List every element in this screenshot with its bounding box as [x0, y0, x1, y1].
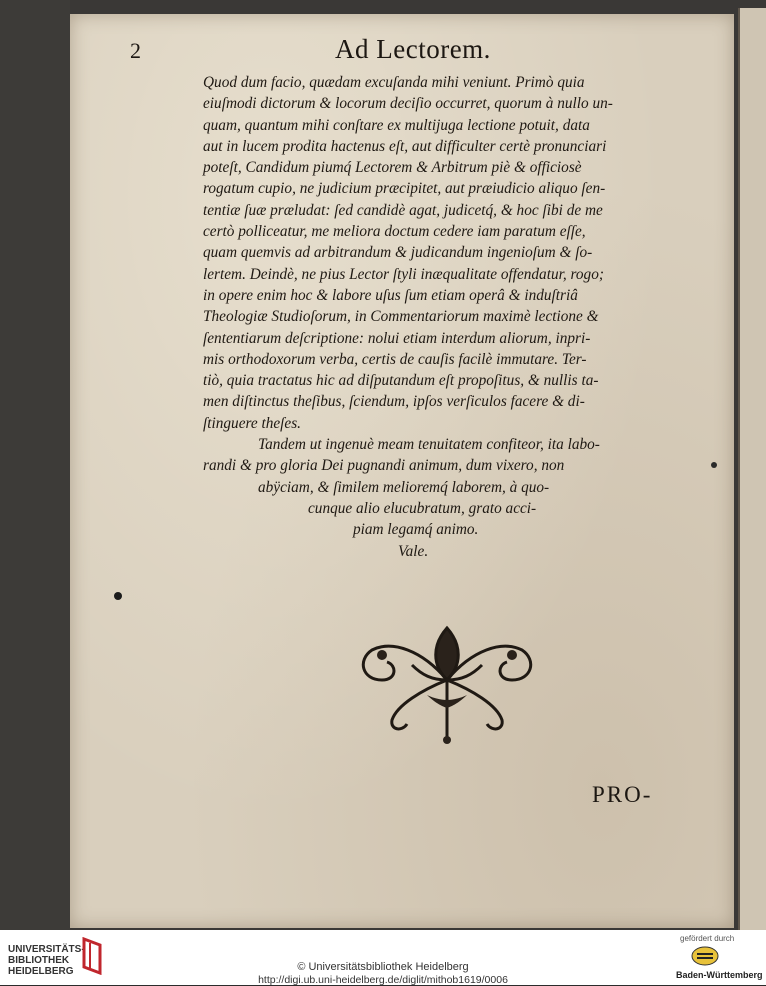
paper-spot — [711, 462, 717, 468]
closing-line: Tandem ut ingenuè meam tenuitatem confiteor, ita labo- — [258, 436, 600, 454]
next-page-edge — [738, 8, 766, 930]
closing-line: piam legamq́ animo. — [353, 521, 479, 539]
text-line: certò polliceatur, me meliora doctum cedere iam paratum eſſe, — [203, 223, 586, 241]
closing-line: cunque alio elucubratum, grato acci- — [308, 499, 537, 517]
book-gutter — [0, 0, 70, 930]
copyright-notice: © Universitätsbibliothek Heidelberg — [297, 961, 469, 973]
text-line: tentiæ ſuæ præludat: ſed candidè agat, judicetq́, & hoc ſibi de me — [203, 201, 603, 219]
text-line: tiò, quia tractatus hic ad diſputandum eſt propoſitus, & nullis ta- — [203, 372, 599, 390]
paper-spot — [114, 592, 122, 600]
page-number: 2 — [130, 38, 141, 63]
funder-name[interactable]: Baden-Württemberg — [676, 970, 763, 980]
library-name-line: BIBLIOTHEK — [8, 955, 70, 966]
closing-line: abÿciam, & ſimilem melioremq́ laborem, à quo- — [258, 478, 550, 496]
body-text — [203, 72, 683, 562]
library-name-line: UNIVERSITÄTS- — [8, 944, 85, 955]
text-line: mis orthodoxorum verba, certis de cauſis facilè immutare. Ter- — [203, 350, 587, 368]
text-line: aut in lucem prodita hactenus eſt, aut difficulter certè pronunciari — [203, 137, 607, 155]
text-line: eiuſmodi dictorum & locorum deciſio occurret, quorum à nullo un- — [203, 95, 613, 113]
closing-line: randi & pro gloria Dei pugnandi animum, dum vixero, non — [203, 457, 565, 475]
catchword: PRO- — [592, 782, 653, 807]
text-line: ſententiarum deſcriptione: nolui etiam interdum aliorum, inpri- — [203, 329, 591, 347]
text-line: Quod dum facio, quædam excuſanda mihi veniunt. Primò quia — [203, 74, 585, 91]
text-line: lertem. Deindè, ne pius Lector ſtyli inæqualitate offendatur, rogo; — [203, 265, 604, 283]
running-head: Ad Lectorem. — [335, 34, 491, 64]
permalink[interactable]: http://digi.ub.uni-heidelberg.de/diglit/mithob1619/0006 — [258, 974, 508, 986]
funded-by-label: gefördert durch — [680, 934, 735, 943]
text-line: rogatum cupio, ne judicium præcipitet, aut præiudicio aliquo ſen- — [203, 180, 606, 198]
text-line: Theologiæ Studioſorum, in Commentariorum maximè lectione & — [203, 308, 599, 326]
text-line: ſtinguere theſes. — [203, 414, 301, 432]
funder-crest-icon — [690, 945, 720, 967]
text-line: quam, quantum mihi conſtare ex multijuga lectione potuit, data — [203, 116, 590, 134]
text-line: in opere enim hoc & labore uſus ſum etiam operâ & induſtriâ — [203, 286, 578, 304]
text-line: poteſt, Candidum piumq́ Lectorem & Arbitrum piè & officiosè — [203, 159, 582, 177]
valediction: Vale. — [398, 542, 429, 560]
library-name-line: HEIDELBERG — [8, 966, 74, 977]
text-line: men diſtinctus theſibus, ſciendum, ipſos verſiculos facere & di- — [203, 393, 585, 411]
fleuron-ornament — [352, 620, 542, 745]
text-line: quam quemvis ad arbitrandum & judicandum ingenioſum & ſo- — [203, 244, 593, 262]
